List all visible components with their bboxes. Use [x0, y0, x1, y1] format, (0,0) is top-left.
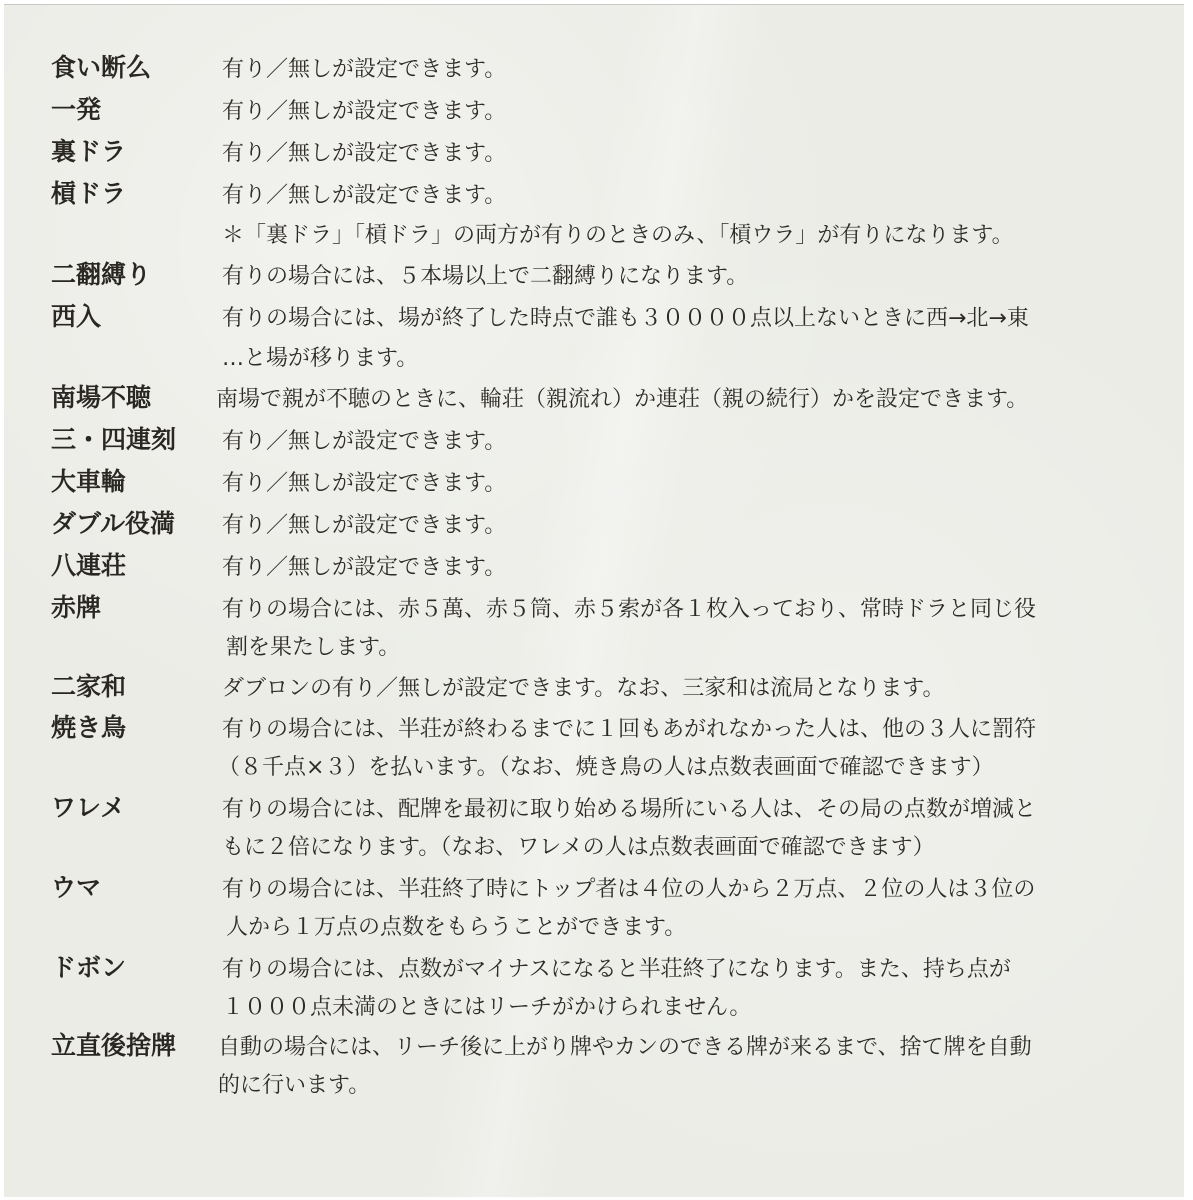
- rule-description: 有り／無しが設定できます。: [222, 57, 507, 82]
- rule-note: ＊「裏ドラ」「槓ドラ」の両方が有りのときのみ、「槓ウラ」が有りになります。: [222, 223, 1014, 248]
- rule-description: 有りの場合には、半荘終了時にトップ者は４位の人から２万点、２位の人は３位の: [222, 877, 1036, 902]
- rule-term: 焼き鳥: [51, 713, 127, 742]
- rule-description: 有り／無しが設定できます。: [222, 555, 507, 580]
- rule-description-cont: （８千点×３）を払います。（なお、焼き鳥の人は点数表画面で確認できます）: [218, 755, 994, 780]
- rule-term: 二家和: [51, 672, 127, 701]
- rule-description-cont: 割を果たします。: [226, 635, 401, 660]
- rule-term: 大車輪: [51, 467, 127, 496]
- rule-term: 南場不聴: [51, 383, 152, 412]
- rule-term: 三・四連刻: [51, 425, 177, 454]
- rule-description-cont: 人から１万点の点数をもらうことができます。: [226, 915, 687, 940]
- rule-term: 食い断么: [51, 53, 152, 82]
- rule-term: ダブル役満: [51, 509, 176, 538]
- rule-description-cont: 的に行います。: [218, 1073, 371, 1098]
- rule-term: 槓ドラ: [51, 179, 127, 208]
- rule-description: 有り／無しが設定できます。: [222, 183, 507, 208]
- rule-description: 南場で親が不聴のときに、輪荘（親流れ）か連荘（親の続行）かを設定できます。: [216, 387, 1029, 412]
- rule-term: ドボン: [51, 953, 127, 982]
- rule-description: 有りの場合には、配牌を最初に取り始める場所にいる人は、その局の点数が増減と: [222, 797, 1037, 822]
- rule-description-cont: １０００点未満のときにはリーチがかけられません。: [222, 995, 752, 1020]
- rule-description: 有りの場合には、赤５萬、赤５筒、赤５索が各１枚入っており、常時ドラと同じ役: [222, 597, 1037, 622]
- rule-term: 二翻縛り: [51, 260, 152, 289]
- rule-term: ワレメ: [51, 793, 126, 822]
- rule-term: 立直後捨牌: [51, 1031, 177, 1060]
- rule-term: 赤牌: [51, 593, 102, 622]
- rule-description: 有りの場合には、点数がマイナスになると半荘終了になります。また、持ち点が: [222, 957, 1011, 982]
- rule-description: 有り／無しが設定できます。: [222, 141, 507, 166]
- rule-term: ウマ: [51, 873, 102, 902]
- rule-term: 西入: [51, 302, 102, 331]
- rule-description: 有り／無しが設定できます。: [222, 471, 507, 496]
- rule-description: 有りの場合には、場が終了した時点で誰も３００００点以上ないときに西→北→東: [222, 306, 1029, 331]
- manual-page: [4, 4, 1184, 1197]
- rule-description: 有り／無しが設定できます。: [222, 429, 507, 454]
- rule-description: 有り／無しが設定できます。: [222, 99, 507, 124]
- rule-description-cont: もに２倍になります。（なお、ワレメの人は点数表画面で確認できます）: [222, 835, 935, 860]
- rule-description: 有りの場合には、５本場以上で二翻縛りになります。: [222, 264, 749, 289]
- rule-description-cont: …と場が移ります。: [222, 346, 419, 371]
- rule-term: 八連荘: [51, 551, 127, 580]
- rule-term: 一発: [51, 95, 102, 124]
- rule-description: ダブロンの有り／無しが設定できます。なお、三家和は流局となります。: [222, 676, 945, 701]
- rule-description: 有りの場合には、半荘が終わるまでに１回もあがれなかった人は、他の３人に罰符: [222, 717, 1037, 742]
- rule-description: 有り／無しが設定できます。: [222, 513, 507, 538]
- rule-term: 裏ドラ: [51, 137, 127, 166]
- rule-description: 自動の場合には、リーチ後に上がり牌やカンのできる牌が来るまで、捨て牌を自動: [218, 1035, 1032, 1060]
